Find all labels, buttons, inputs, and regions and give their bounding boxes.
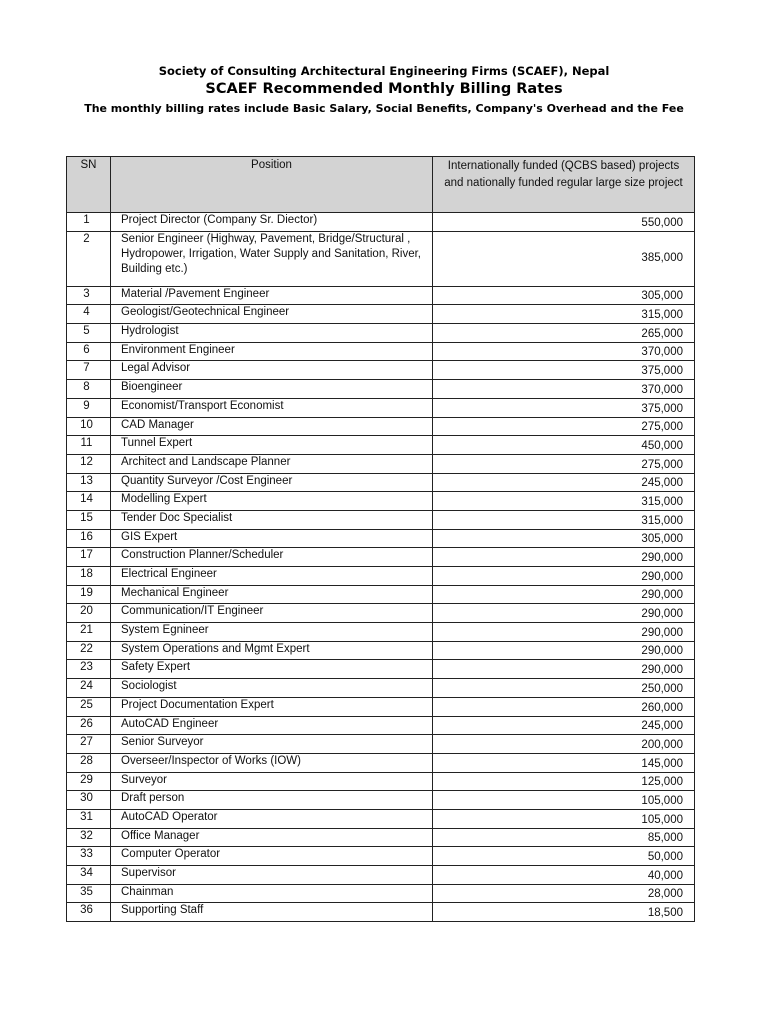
row-rate: 315,000: [433, 510, 695, 529]
table-row: [67, 567, 695, 586]
table-row: [67, 847, 695, 866]
row-sn: 14: [67, 492, 111, 511]
row-rate: 375,000: [433, 361, 695, 380]
row-position: Computer Operator: [111, 847, 433, 866]
table-row: [67, 324, 695, 343]
table-row: [67, 772, 695, 791]
row-position: Mechanical Engineer: [111, 585, 433, 604]
row-position: Architect and Landscape Planner: [111, 454, 433, 473]
table-row: [67, 417, 695, 436]
row-sn: 36: [67, 903, 111, 922]
table-row: [67, 436, 695, 455]
row-position: AutoCAD Operator: [111, 809, 433, 828]
row-sn: 24: [67, 679, 111, 698]
row-position: Geologist/Geotechnical Engineer: [111, 305, 433, 324]
row-rate: 265,000: [433, 324, 695, 343]
header-rate: [433, 157, 695, 213]
row-rate: 315,000: [433, 305, 695, 324]
row-position: GIS Expert: [111, 529, 433, 548]
table-row: [67, 809, 695, 828]
row-rate: 290,000: [433, 585, 695, 604]
table-row: [67, 660, 695, 679]
row-position: Tunnel Expert: [111, 436, 433, 455]
row-sn: 27: [67, 735, 111, 754]
row-rate: 370,000: [433, 342, 695, 361]
table-header-row: [67, 157, 695, 213]
header-sn: SN: [67, 157, 111, 213]
row-rate: 245,000: [433, 473, 695, 492]
table-row: [67, 286, 695, 305]
header-rate-line1: Internationally funded (QCBS based) projects: [447, 160, 680, 172]
row-sn: 9: [67, 398, 111, 417]
row-position: System Egnineer: [111, 623, 433, 642]
row-sn: 18: [67, 567, 111, 586]
row-position: Safety Expert: [111, 660, 433, 679]
row-sn: 15: [67, 510, 111, 529]
row-sn: 8: [67, 380, 111, 399]
table-row: [67, 398, 695, 417]
table-row: [67, 716, 695, 735]
row-sn: 22: [67, 641, 111, 660]
table-row: [67, 473, 695, 492]
table-row: [67, 213, 695, 232]
table-row: [67, 697, 695, 716]
table-row: [67, 903, 695, 922]
table-row: [67, 884, 695, 903]
row-position: Communication/IT Engineer: [111, 604, 433, 623]
table-row: [67, 753, 695, 772]
row-rate: 200,000: [433, 735, 695, 754]
row-sn: 12: [67, 454, 111, 473]
row-sn: 11: [67, 436, 111, 455]
row-rate: 105,000: [433, 809, 695, 828]
row-sn: 31: [67, 809, 111, 828]
row-rate: 385,000: [433, 231, 695, 286]
row-sn: 25: [67, 697, 111, 716]
table-row: [67, 231, 695, 286]
table-row: [67, 828, 695, 847]
row-rate: 18,500: [433, 903, 695, 922]
table-row: [67, 492, 695, 511]
row-sn: 26: [67, 716, 111, 735]
table-row: [67, 529, 695, 548]
document-title: SCAEF Recommended Monthly Billing Rates: [205, 81, 563, 97]
row-rate: 290,000: [433, 623, 695, 642]
row-sn: 20: [67, 604, 111, 623]
row-rate: 305,000: [433, 529, 695, 548]
row-position: Supervisor: [111, 866, 433, 885]
row-position: Material /Pavement Engineer: [111, 286, 433, 305]
row-rate: 450,000: [433, 436, 695, 455]
row-position: Hydrologist: [111, 324, 433, 343]
table-row: [67, 866, 695, 885]
row-rate: 125,000: [433, 772, 695, 791]
row-rate: 85,000: [433, 828, 695, 847]
table-row: [67, 342, 695, 361]
row-position: Chainman: [111, 884, 433, 903]
table-row: [67, 510, 695, 529]
row-sn: 35: [67, 884, 111, 903]
row-sn: 13: [67, 473, 111, 492]
row-position: Electrical Engineer: [111, 567, 433, 586]
row-position: Supporting Staff: [111, 903, 433, 922]
row-rate: 275,000: [433, 417, 695, 436]
row-position: Tender Doc Specialist: [111, 510, 433, 529]
table-row: [67, 735, 695, 754]
row-sn: 16: [67, 529, 111, 548]
row-position: Senior Surveyor: [111, 735, 433, 754]
billing-rates-table: [66, 156, 695, 922]
row-position: Surveyor: [111, 772, 433, 791]
row-sn: 2: [67, 231, 111, 286]
row-rate: 105,000: [433, 791, 695, 810]
table-row: [67, 791, 695, 810]
table-row: [67, 380, 695, 399]
row-rate: 50,000: [433, 847, 695, 866]
row-position: CAD Manager: [111, 417, 433, 436]
row-rate: 250,000: [433, 679, 695, 698]
row-sn: 17: [67, 548, 111, 567]
row-rate: 370,000: [433, 380, 695, 399]
table-row: [67, 585, 695, 604]
row-position: AutoCAD Engineer: [111, 716, 433, 735]
header-position: Position: [111, 157, 433, 213]
row-position: Bioengineer: [111, 380, 433, 399]
row-sn: 4: [67, 305, 111, 324]
row-rate: 260,000: [433, 697, 695, 716]
row-rate: 245,000: [433, 716, 695, 735]
row-sn: 7: [67, 361, 111, 380]
row-sn: 10: [67, 417, 111, 436]
row-rate: 28,000: [433, 884, 695, 903]
row-rate: 315,000: [433, 492, 695, 511]
row-rate: 40,000: [433, 866, 695, 885]
row-position: Quantity Surveyor /Cost Engineer: [111, 473, 433, 492]
row-rate: 275,000: [433, 454, 695, 473]
header-rate-line2: and nationally funded regular large size project: [444, 177, 683, 189]
table-row: [67, 679, 695, 698]
row-position: Project Director (Company Sr. Diector): [111, 213, 433, 232]
row-rate: 305,000: [433, 286, 695, 305]
row-sn: 19: [67, 585, 111, 604]
row-sn: 5: [67, 324, 111, 343]
row-position: Senior Engineer (Highway, Pavement, Bridge/Structural , Hydropower, Irrigation, Water Supply and Sanitation, River, Building etc.): [111, 231, 433, 286]
row-sn: 6: [67, 342, 111, 361]
row-position: Legal Advisor: [111, 361, 433, 380]
table-row: [67, 305, 695, 324]
table-row: [67, 454, 695, 473]
row-position: Modelling Expert: [111, 492, 433, 511]
row-sn: 32: [67, 828, 111, 847]
row-sn: 21: [67, 623, 111, 642]
row-position: Overseer/Inspector of Works (IOW): [111, 753, 433, 772]
row-rate: 290,000: [433, 548, 695, 567]
table-row: [67, 361, 695, 380]
table-row: [67, 604, 695, 623]
row-position: Office Manager: [111, 828, 433, 847]
row-position: Project Documentation Expert: [111, 697, 433, 716]
row-position: System Operations and Mgmt Expert: [111, 641, 433, 660]
row-rate: 550,000: [433, 213, 695, 232]
row-rate: 290,000: [433, 604, 695, 623]
row-sn: 33: [67, 847, 111, 866]
table-row: [67, 548, 695, 567]
row-position: Construction Planner/Scheduler: [111, 548, 433, 567]
row-sn: 28: [67, 753, 111, 772]
document-subtitle: The monthly billing rates include Basic Salary, Social Benefits, Company's Overhead and the Fee: [84, 102, 684, 115]
row-sn: 29: [67, 772, 111, 791]
row-sn: 3: [67, 286, 111, 305]
row-rate: 375,000: [433, 398, 695, 417]
row-sn: 34: [67, 866, 111, 885]
row-position: Sociologist: [111, 679, 433, 698]
table-row: [67, 641, 695, 660]
row-rate: 145,000: [433, 753, 695, 772]
row-position: Environment Engineer: [111, 342, 433, 361]
organization-name: Society of Consulting Architectural Engineering Firms (SCAEF), Nepal: [158, 64, 610, 78]
row-position: Draft person: [111, 791, 433, 810]
row-position: Economist/Transport Economist: [111, 398, 433, 417]
row-rate: 290,000: [433, 567, 695, 586]
row-sn: 23: [67, 660, 111, 679]
row-rate: 290,000: [433, 660, 695, 679]
row-sn: 1: [67, 213, 111, 232]
row-sn: 30: [67, 791, 111, 810]
table-row: [67, 623, 695, 642]
table-body: [67, 213, 695, 922]
row-rate: 290,000: [433, 641, 695, 660]
